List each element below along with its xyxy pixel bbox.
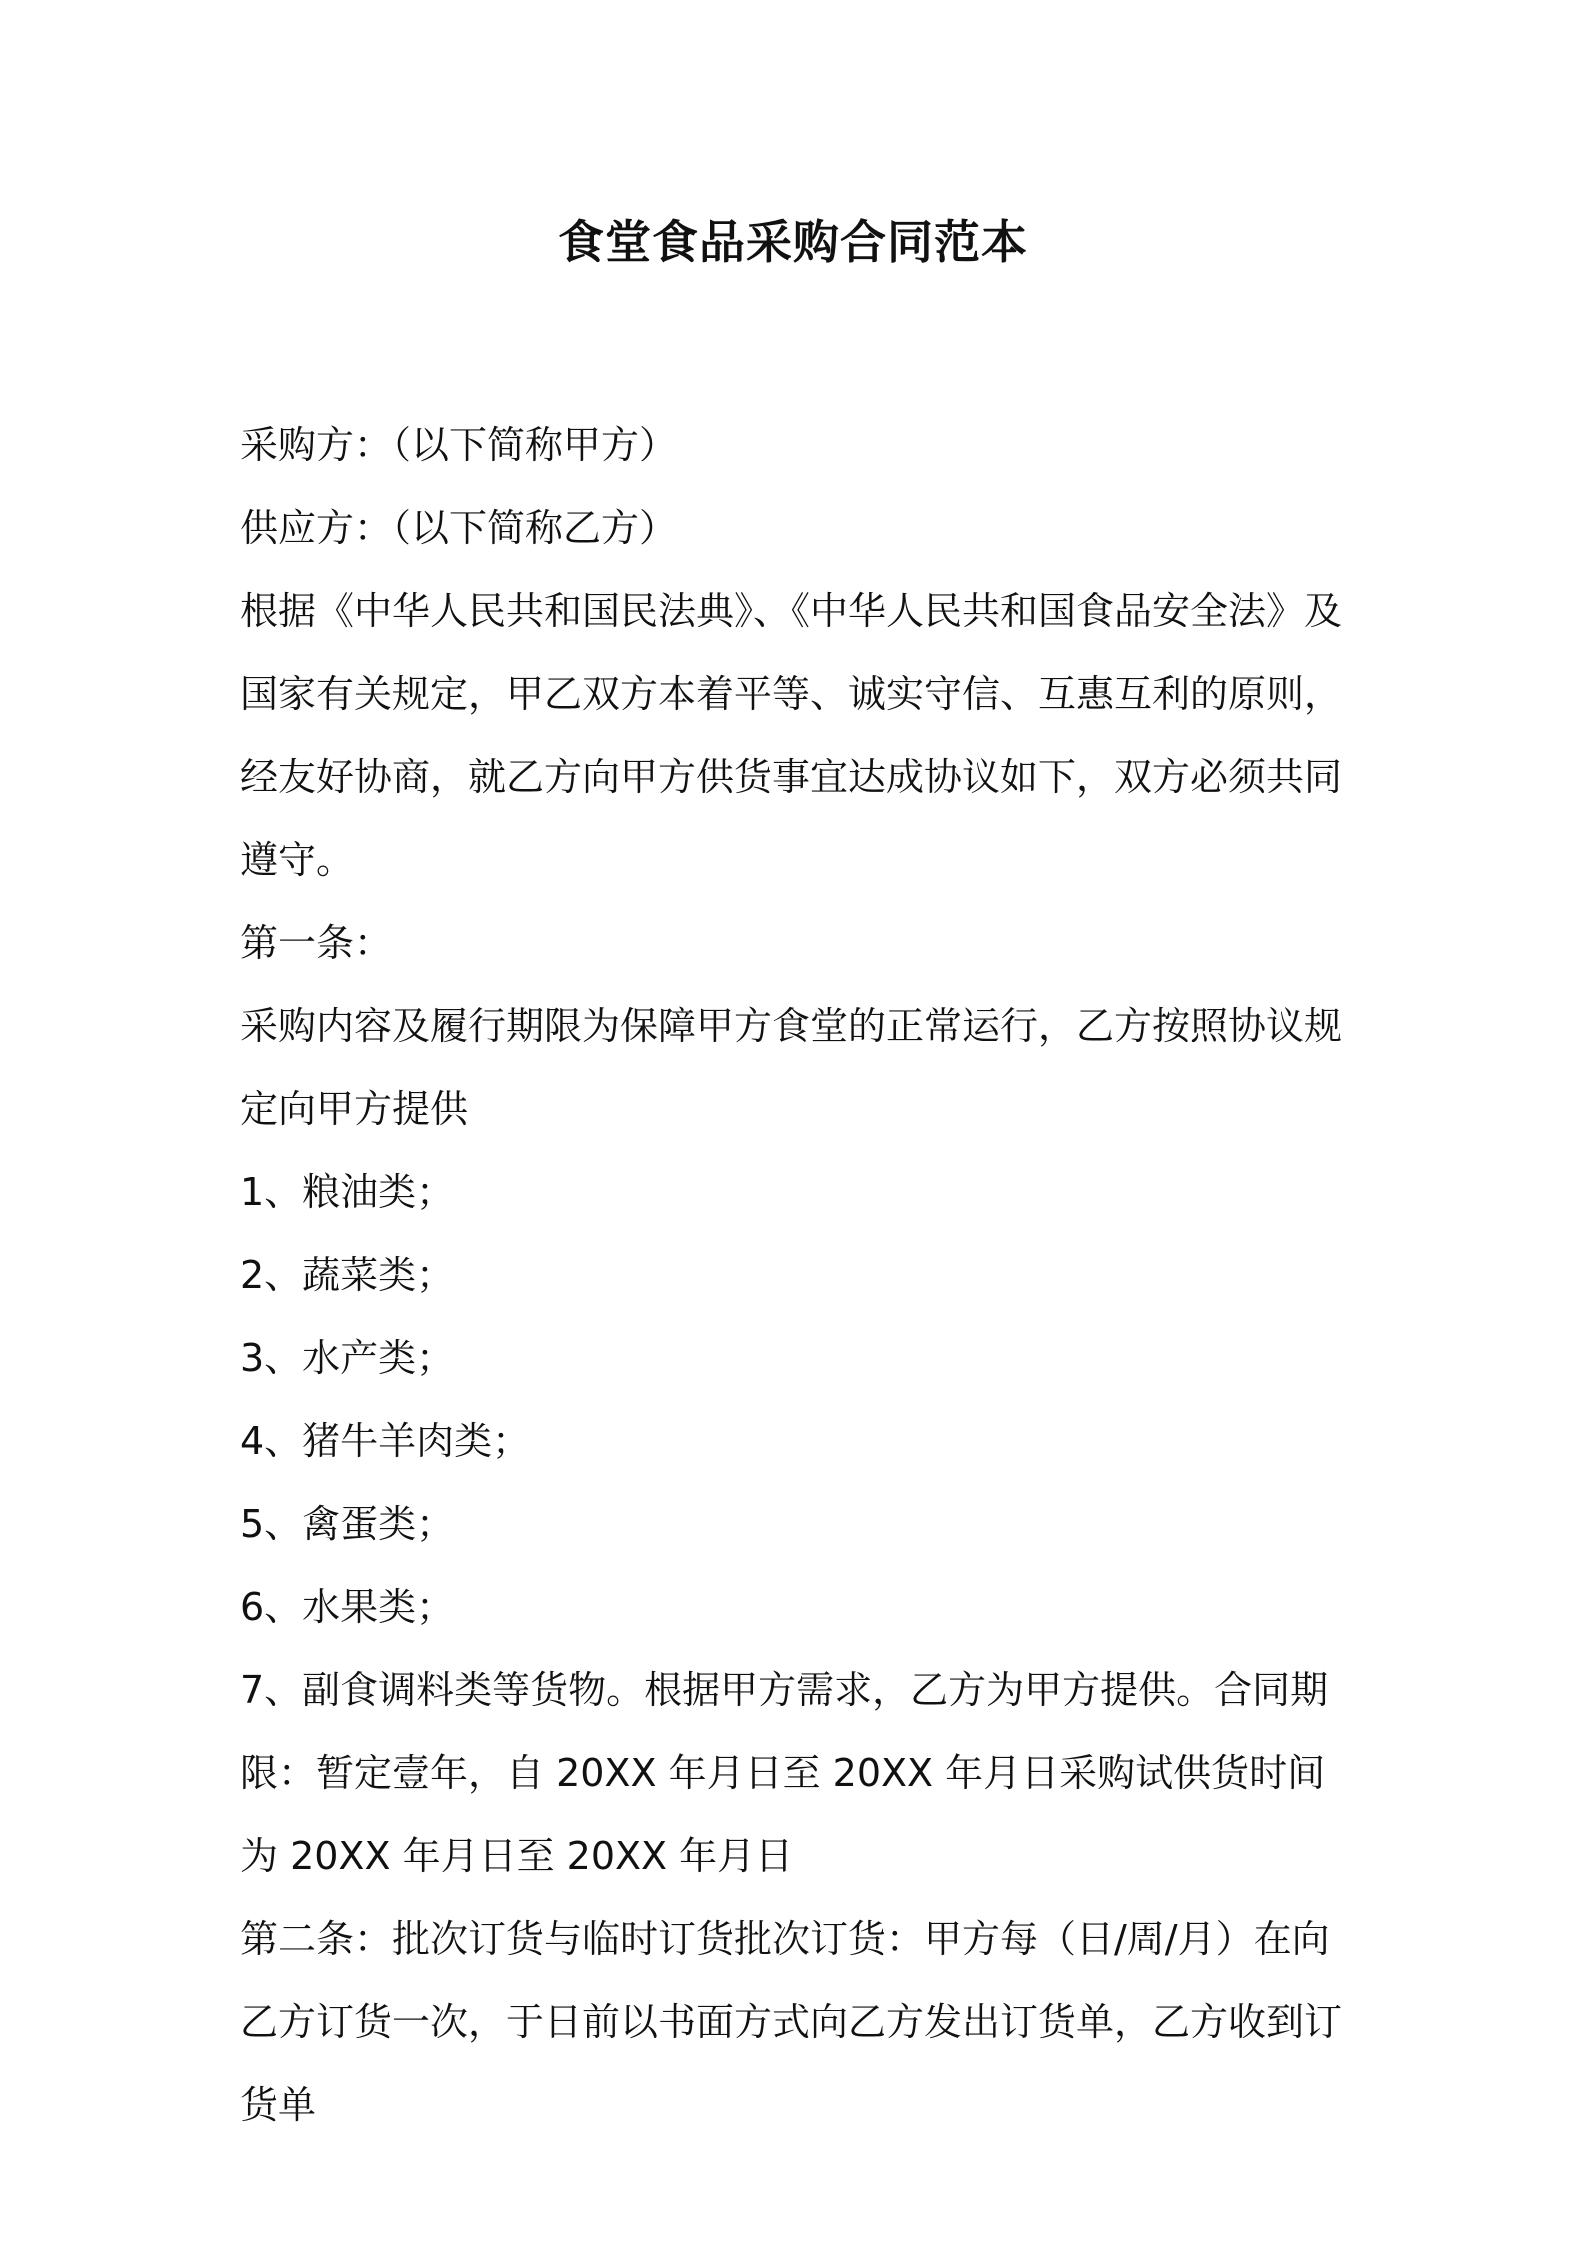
article-one-paragraph: 采购内容及履行期限为保障甲方食堂的正常运行，乙方按照协议规定向甲方提供: [240, 1004, 1343, 1131]
list-item: 6、水果类；: [240, 1585, 455, 1629]
purchaser-line: 采购方：（以下简称甲方）: [240, 423, 678, 467]
document-body: [240, 404, 1360, 2147]
list-item: 1、粮油类；: [240, 1170, 455, 1214]
supplier-line: 供应方：（以下简称乙方）: [240, 506, 678, 550]
list-item: 4、猪牛羊肉类；: [240, 1419, 531, 1463]
article-one-heading: 第一条：: [240, 921, 393, 965]
list-item-term-paragraph: 7、副食调料类等货物。根据甲方需求，乙方为甲方提供。合同期限：暂定壹年，自 20XX 年月日至 20XX 年月日采购试供货时间为 20XX 年月日至 20XX 年月日: [240, 1668, 1329, 1878]
article-two-paragraph: 第二条：批次订货与临时订货批次订货：甲方每（日/周/月）在向乙方订货一次，于日前以书面方式向乙方发出订货单，乙方收到订货单: [240, 1917, 1343, 2127]
list-item: 3、水产类；: [240, 1336, 455, 1380]
document-title: 食堂食品采购合同范本: [558, 215, 1028, 269]
preamble-paragraph: 根据《中华人民共和国民法典》、《中华人民共和国食品安全法》及国家有关规定，甲乙双方本着平等、诚实守信、互惠互利的原则，经友好协商，就乙方向甲方供货事宜达成协议如下，双方必须共同遵守。: [240, 589, 1343, 882]
list-item: 2、蔬菜类；: [240, 1253, 455, 1297]
list-item: 5、禽蛋类；: [240, 1502, 455, 1546]
